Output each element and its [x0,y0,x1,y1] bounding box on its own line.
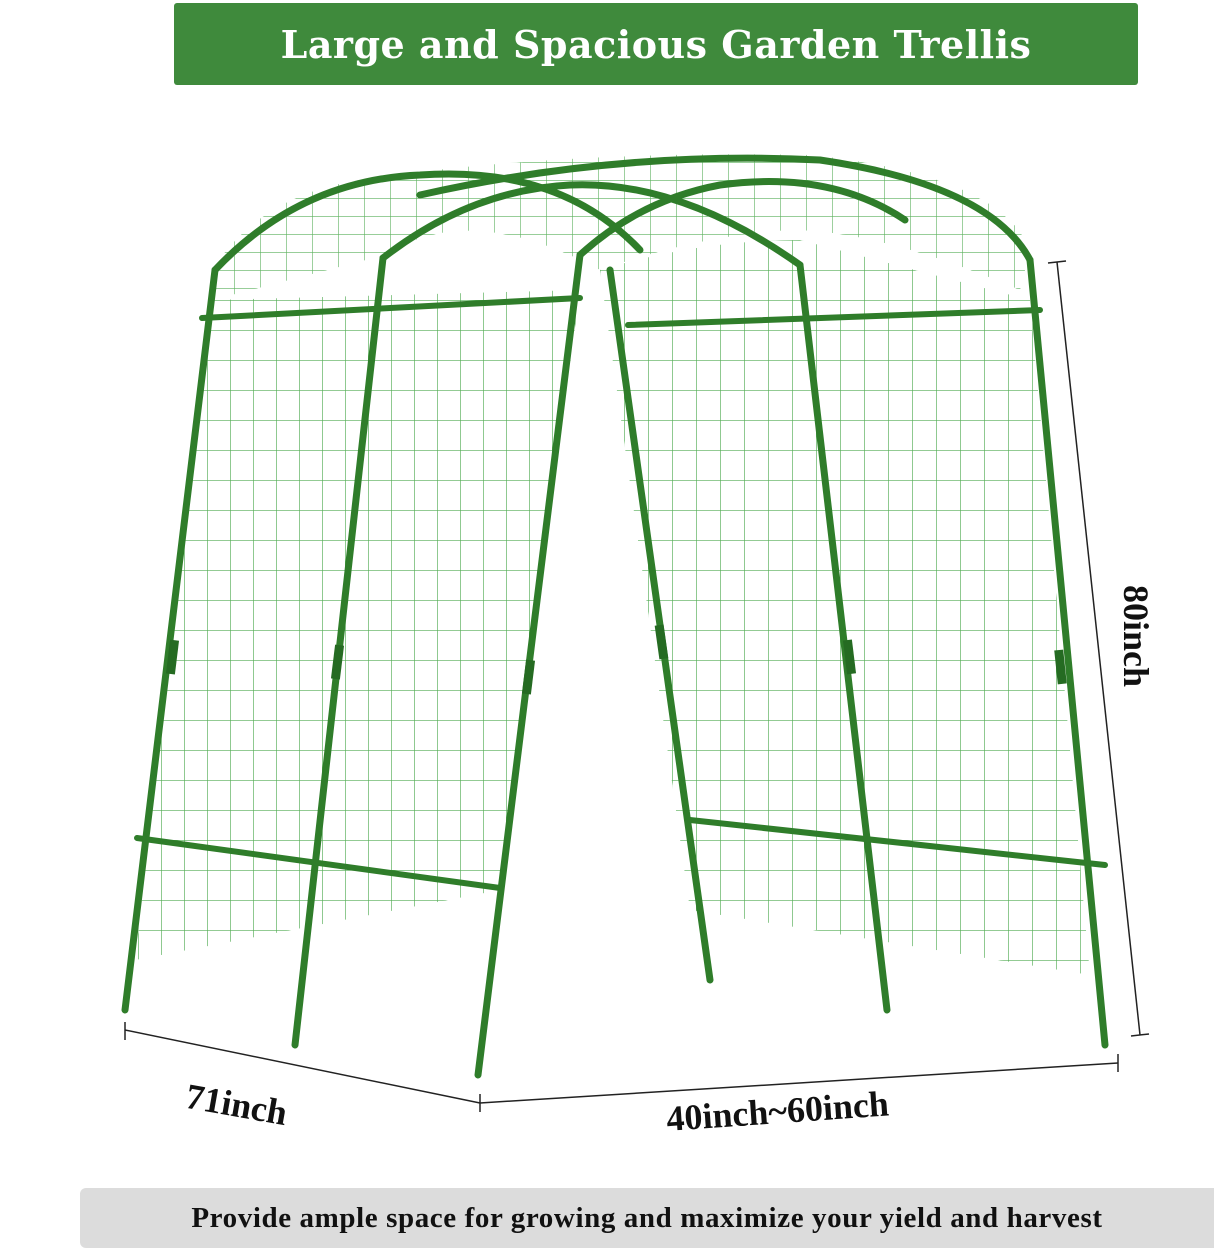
depth-dimension-label: 71inch [182,1075,291,1134]
caption-text: Provide ample space for growing and maximize your yield and harvest [191,1201,1103,1234]
height-tick-bottom [1131,1034,1149,1036]
depth-dimension-line [125,1030,480,1103]
height-tick-top [1048,261,1066,263]
right-wall-mesh [600,240,1090,975]
height-dimension-label: 80inch [1116,585,1156,688]
caption-bar [80,1188,1214,1248]
page-title: Large and Spacious Garden Trellis [280,21,1032,67]
width-dimension-label: 40inch~60inch [665,1083,891,1139]
